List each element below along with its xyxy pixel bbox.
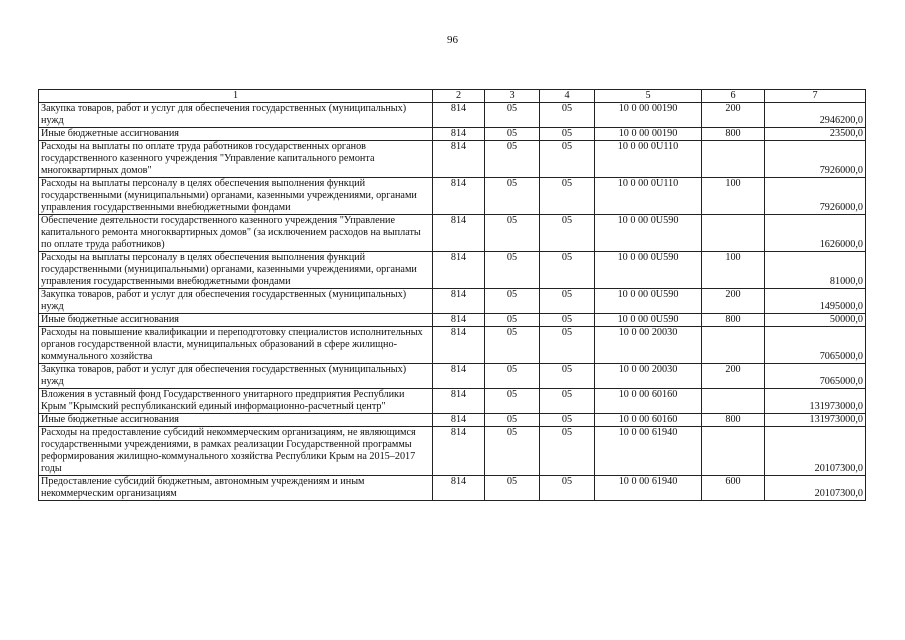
table-row [39,289,866,314]
row-section-code: 05 [485,364,540,389]
row-subsection-code: 05 [540,327,595,364]
row-subsection-code: 05 [540,141,595,178]
page-number: 96 [447,34,458,46]
row-subsection-code: 05 [540,414,595,427]
row-admin-code: 814 [433,476,485,501]
row-section-code: 05 [485,252,540,289]
row-expense-type: 200 [702,103,765,128]
row-admin-code: 814 [433,215,485,252]
row-expense-type [702,427,765,476]
table-row [39,414,866,427]
row-section-code: 05 [485,476,540,501]
row-target-article: 10 0 00 0U590 [595,215,702,252]
row-amount: 1495000,0 [765,289,866,314]
row-subsection-code: 05 [540,215,595,252]
row-description: Иные бюджетные ассигнования [39,128,433,141]
row-target-article: 10 0 00 00190 [595,103,702,128]
row-admin-code: 814 [433,252,485,289]
row-description: Расходы на предоставление субсидий некоммерческим организациям, не являющимся государственными учреждениями, в рамках реализации Государственной программы реформирования жилищно-коммунального хозяйства Республики Крым на 2015–2017 годы [39,427,433,476]
row-amount: 23500,0 [765,128,866,141]
row-amount: 7065000,0 [765,364,866,389]
row-description: Предоставление субсидий бюджетным, автономным учреждениям и иным некоммерческим организациям [39,476,433,501]
row-description: Иные бюджетные ассигнования [39,414,433,427]
row-subsection-code: 05 [540,389,595,414]
row-expense-type: 200 [702,289,765,314]
row-description: Расходы на выплаты персоналу в целях обеспечения выполнения функций государственными (муниципальными) органами, казенными учреждениями, органами управления государственными внебюджетными фондами [39,252,433,289]
header-cell: 5 [595,90,702,103]
row-section-code: 05 [485,103,540,128]
row-target-article: 10 0 00 61940 [595,427,702,476]
row-admin-code: 814 [433,414,485,427]
row-amount: 2946200,0 [765,103,866,128]
row-admin-code: 814 [433,178,485,215]
row-expense-type: 800 [702,314,765,327]
header-row [39,90,866,103]
row-amount: 20107300,0 [765,476,866,501]
row-subsection-code: 05 [540,314,595,327]
row-admin-code: 814 [433,389,485,414]
row-target-article: 10 0 00 20030 [595,327,702,364]
table-row [39,128,866,141]
row-admin-code: 814 [433,314,485,327]
row-target-article: 10 0 00 0U110 [595,141,702,178]
row-target-article: 10 0 00 20030 [595,364,702,389]
table-row [39,364,866,389]
row-expense-type: 600 [702,476,765,501]
row-expense-type: 800 [702,128,765,141]
row-subsection-code: 05 [540,364,595,389]
row-expense-type [702,327,765,364]
row-section-code: 05 [485,427,540,476]
header-cell: 4 [540,90,595,103]
row-section-code: 05 [485,128,540,141]
row-amount: 1626000,0 [765,215,866,252]
row-section-code: 05 [485,314,540,327]
row-description: Расходы на выплаты по оплате труда работников государственных органов государственного казенного учреждения "Управление капитального ремонта многоквартирных домов" [39,141,433,178]
row-expense-type: 800 [702,414,765,427]
row-expense-type: 100 [702,178,765,215]
row-section-code: 05 [485,327,540,364]
row-amount: 20107300,0 [765,427,866,476]
row-description: Иные бюджетные ассигнования [39,314,433,327]
table-row [39,389,866,414]
row-target-article: 10 0 00 0U590 [595,252,702,289]
budget-table [38,89,866,501]
table-row [39,178,866,215]
row-section-code: 05 [485,414,540,427]
row-amount: 7065000,0 [765,327,866,364]
row-target-article: 10 0 00 60160 [595,414,702,427]
table-row [39,314,866,327]
row-description: Расходы на выплаты персоналу в целях обеспечения выполнения функций государственными (муниципальными) органами, казенными учреждениями, органами управления государственными внебюджетными фондами [39,178,433,215]
header-cell: 7 [765,90,866,103]
row-target-article: 10 0 00 61940 [595,476,702,501]
row-target-article: 10 0 00 0U590 [595,289,702,314]
row-subsection-code: 05 [540,427,595,476]
row-section-code: 05 [485,215,540,252]
header-cell: 2 [433,90,485,103]
row-section-code: 05 [485,289,540,314]
row-section-code: 05 [485,389,540,414]
header-cell: 1 [39,90,433,103]
row-subsection-code: 05 [540,103,595,128]
row-subsection-code: 05 [540,289,595,314]
row-description: Расходы на повышение квалификации и переподготовку специалистов исполнительных органов государственной власти, муниципальных образований в сфере жилищно-коммунального хозяйства [39,327,433,364]
row-admin-code: 814 [433,364,485,389]
table-row [39,103,866,128]
row-amount: 7926000,0 [765,141,866,178]
table-row [39,215,866,252]
table-row [39,141,866,178]
row-description: Обеспечение деятельности государственного казенного учреждения "Управление капитального ремонта многоквартирных домов" (за исключением расходов на выплаты по оплате труда работников) [39,215,433,252]
row-description: Закупка товаров, работ и услуг для обеспечения государственных (муниципальных) нужд [39,364,433,389]
table-row [39,252,866,289]
row-admin-code: 814 [433,289,485,314]
row-target-article: 10 0 00 0U590 [595,314,702,327]
row-target-article: 10 0 00 60160 [595,389,702,414]
row-admin-code: 814 [433,141,485,178]
row-section-code: 05 [485,141,540,178]
row-description: Закупка товаров, работ и услуг для обеспечения государственных (муниципальных) нужд [39,103,433,128]
row-subsection-code: 05 [540,128,595,141]
row-subsection-code: 05 [540,178,595,215]
header-cell: 6 [702,90,765,103]
row-expense-type: 200 [702,364,765,389]
table-row [39,427,866,476]
row-expense-type [702,141,765,178]
row-section-code: 05 [485,178,540,215]
row-amount: 131973000,0 [765,414,866,427]
row-admin-code: 814 [433,427,485,476]
row-expense-type [702,215,765,252]
row-expense-type [702,389,765,414]
row-admin-code: 814 [433,103,485,128]
row-amount: 81000,0 [765,252,866,289]
row-admin-code: 814 [433,128,485,141]
row-target-article: 10 0 00 00190 [595,128,702,141]
row-amount: 7926000,0 [765,178,866,215]
row-target-article: 10 0 00 0U110 [595,178,702,215]
header-cell: 3 [485,90,540,103]
row-amount: 50000,0 [765,314,866,327]
row-subsection-code: 05 [540,252,595,289]
table-row [39,327,866,364]
row-subsection-code: 05 [540,476,595,501]
row-admin-code: 814 [433,327,485,364]
row-expense-type: 100 [702,252,765,289]
row-description: Вложения в уставный фонд Государственного унитарного предприятия Республики Крым "Крымский республиканский единый информационно-расчетный центр" [39,389,433,414]
row-amount: 131973000,0 [765,389,866,414]
row-description: Закупка товаров, работ и услуг для обеспечения государственных (муниципальных) нужд [39,289,433,314]
table-row [39,476,866,501]
